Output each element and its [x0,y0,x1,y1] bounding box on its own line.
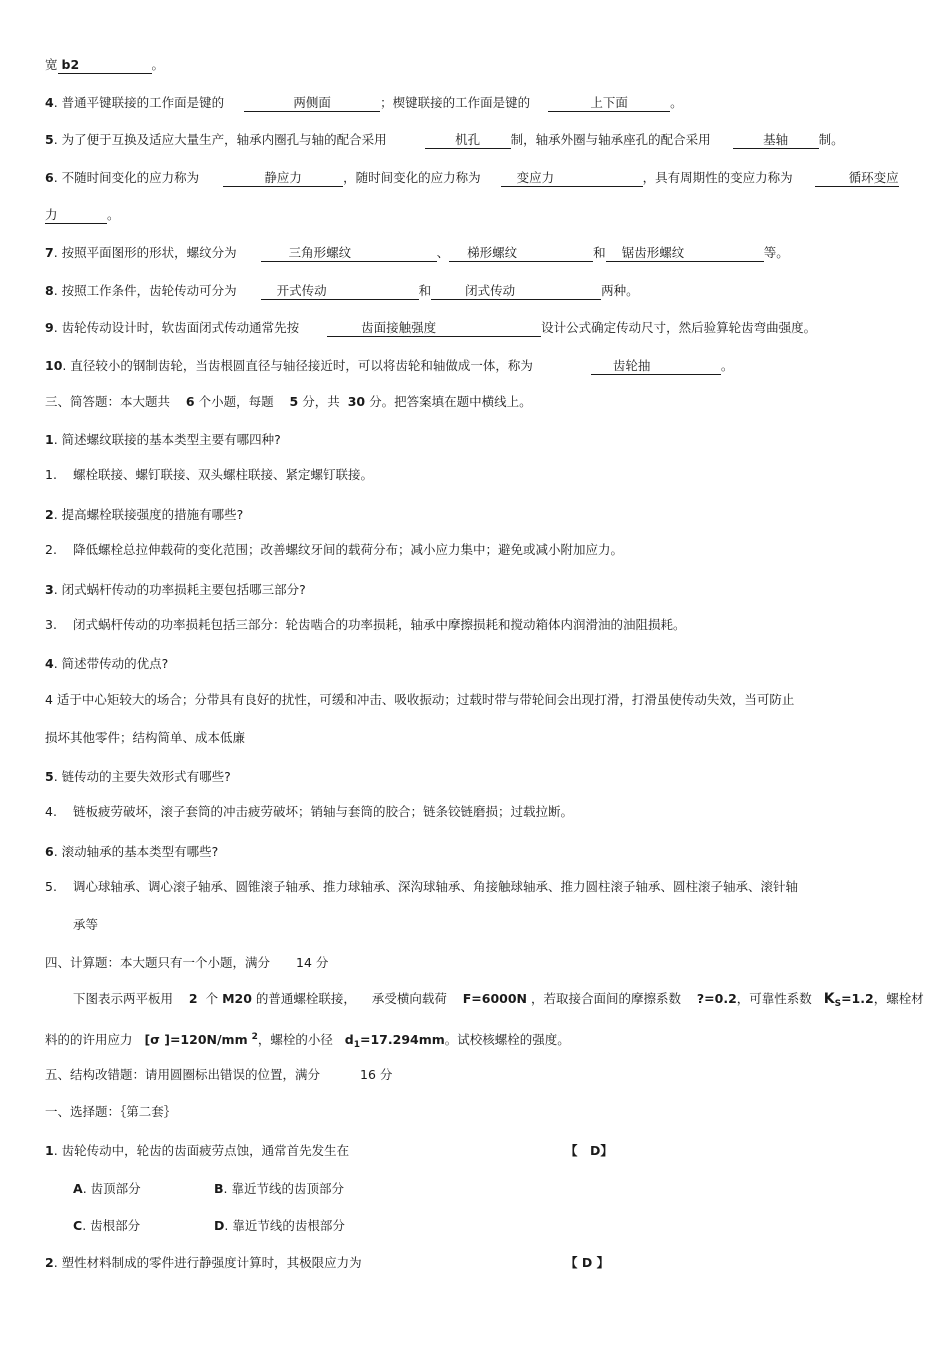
s3-q1 [45,432,281,448]
s3-q5 [45,769,231,785]
q7-blank3: 锯齿形螺纹 [606,246,764,262]
s3-a5-number: 4. [45,804,57,819]
part2-title: 一、选择题：｛第二套｝ [45,1104,177,1119]
opt-b-key: B [214,1181,224,1196]
p2-q1-opt-b [214,1181,344,1197]
s4-d-subscript: 1 [353,1040,360,1050]
p2-q2-text: . 塑性材料制成的零件进行静强度计算时，其极限应力为 [53,1255,362,1270]
section3-count: 6 [185,394,195,409]
q8-text1: . 按照工作条件，齿轮传动可分为 [53,283,237,298]
s3-q2 [45,507,243,523]
s3-a6-line2: 承等 [73,917,99,932]
q3-line [45,57,164,74]
q5-text2: 制，轴承外圈与轴承座孔的配合采用 [510,132,711,147]
s4-text-g: ，螺栓材 [873,991,924,1006]
q6-blank2: 变应力 [501,171,643,187]
s4-text-c: 的普通螺栓联接， [255,991,356,1006]
s3-a6-line1 [45,879,798,895]
q5-text1: . 为了便于互换及适应大量生产，轴承内圈孔与轴的配合采用 [53,132,387,147]
s4-bolt-size: M20 [222,991,252,1006]
q3-blank: b2 [58,58,152,74]
q10-blank1: 齿轮抽 [591,359,721,375]
q5-blank2: 基轴 [733,133,819,149]
q10-end: 。 [720,358,734,373]
p2-q1-number: 1 [45,1143,54,1158]
s3-a2 [45,542,623,558]
s3-q5-text: . 链传动的主要失效形式有哪些? [53,769,231,784]
q8-text2: 和 [418,283,432,298]
q4-number: 4 [45,95,54,110]
q6-text1: . 不随时间变化的应力称为 [53,170,200,185]
s4-text-d: 承受横向载荷 [371,991,447,1006]
s4-friction: ?=0.2 [696,991,737,1006]
s3-a1 [45,467,373,483]
s3-q3-number: 3 [45,582,54,597]
section3-points-each: 5 [289,394,299,409]
s4-text-h: 料的的许用应力 [45,1032,133,1047]
section4-para2 [45,1029,570,1053]
s3-q2-text: . 提高螺栓联接强度的措施有哪些? [53,507,244,522]
q7-text3: 和 [593,245,606,260]
s3-a5 [45,804,573,820]
section3-title-c: 分，共 [302,394,340,409]
opt-b-text: . 靠近节线的齿顶部分 [223,1181,344,1196]
s4-text-b: 个 [205,991,219,1006]
opt-d-key: D [214,1218,225,1233]
p2-q2 [45,1255,362,1271]
q5-line [45,132,844,149]
s3-q6 [45,844,218,860]
q6-blank1: 静应力 [223,171,343,187]
q6-text2: ，随时间变化的应力称为 [343,170,481,185]
q3-end: 。 [151,57,165,72]
q6-blank3: 循环变应 [815,171,899,187]
section3-points-total: 30 [347,394,366,409]
q9-text1: . 齿轮传动设计时，软齿面闭式传动通常先按 [53,320,300,335]
q4-text1: . 普通平键联接的工作面是键的 [53,95,225,110]
section4-para1 [73,991,924,1012]
q6-text3: ，具有周期性的变应力称为 [642,170,793,185]
opt-c-key: C [73,1218,83,1233]
s4-d-value: =17.294mm [360,1032,445,1047]
s3-a6-text: 调心球轴承、调心滚子轴承、圆锥滚子轴承、推力球轴承、深沟球轴承、角接触球轴承、推力圆柱滚子轴承、圆柱滚子轴承、滚针轴 [73,879,799,894]
s4-text-i: ，螺栓的小径 [257,1032,333,1047]
q8-line [45,283,639,300]
q8-blank2: 闭式传动 [431,284,601,300]
q8-blank1: 开式传动 [261,284,419,300]
opt-d-text: . 靠近节线的齿根部分 [224,1218,345,1233]
s3-q6-text: . 滚动轴承的基本类型有哪些? [53,844,219,859]
s3-q3 [45,582,306,598]
opt-a-key: A [73,1181,83,1196]
s4-text-j: 。试校核螺栓的强度。 [444,1032,570,1047]
s4-k-value: =1.2 [841,991,874,1006]
s3-a6-number: 5. [45,879,57,894]
q8-number: 8 [45,283,54,298]
q7-blank2: 梯形螺纹 [449,246,593,262]
s4-d-symbol: d [344,1032,354,1047]
q4-line [45,95,683,112]
s3-a1-text: 螺栓联接、螺钉联接、双头螺柱联接、紧定螺钉联接。 [73,467,374,482]
section3-title-a: 三、简答题：本大题共 [45,394,171,409]
section5-score: 16 分 [360,1067,393,1082]
s3-a4-line1: 4 适于中心矩较大的场合；分带具有良好的扰性，可缓和冲击、吸收振动；过载时带与带轮间会出现打滑，打滑虽使传动失效，当可防止 [45,692,795,707]
q10-line [45,358,733,375]
s4-allowable-stress: [σ ]=120N/mm [144,1032,248,1047]
q7-text2: 、 [436,245,450,260]
s4-unit-power: 2 [251,1032,258,1042]
s3-q4 [45,656,168,672]
q10-text1: . 直径较小的钢制齿轮，当齿根圆直径与轴径接近时，可以将齿轮和轴做成一体，称为 [62,358,533,373]
q9-end: 设计公式确定传动尺寸，然后验算轮齿弯曲强度。 [541,320,817,335]
section5-title-text: 五、结构改错题：请用圆圈标出错误的位置，满分 [45,1067,321,1082]
q7-end: 等。 [763,245,789,260]
s3-q4-number: 4 [45,656,54,671]
p2-q1-answer: 【 D】 [565,1143,613,1158]
s3-a3-number: 3. [45,617,57,632]
q6-blank3-cont: 力 [45,208,107,224]
s4-k-symbol: K [823,991,835,1007]
section4-title [45,955,328,971]
section5-title [45,1067,392,1083]
q9-line [45,320,816,337]
s3-a4-line2: 损坏其他零件；结构简单、成本低廉 [45,730,246,745]
q8-end: 两种。 [601,283,639,298]
p2-q1 [45,1143,349,1159]
s3-q2-number: 2 [45,507,54,522]
q4-blank2: 上下面 [548,96,670,112]
p2-q2-number: 2 [45,1255,54,1270]
p2-q1-opt-a [73,1181,141,1197]
s4-text-a: 下图表示两平板用 [73,991,174,1006]
q7-text1: . 按照平面图形的形状，螺纹分为 [53,245,237,260]
s3-a5-text: 链板疲劳破坏，滚子套筒的冲击疲劳破坏；销轴与套筒的胶合；链条铰链磨损；过载拉断。 [73,804,574,819]
s3-a2-text: 降低螺栓总拉伸载荷的变化范围；改善螺纹牙间的载荷分布；减小应力集中；避免或减小附加应力。 [73,542,624,557]
p2-q1-opt-d [214,1218,345,1234]
p2-q2-answer: 【 D 】 [565,1255,610,1270]
p2-q1-opt-c [73,1218,140,1234]
s3-a3 [45,617,686,633]
q9-number: 9 [45,320,54,335]
q7-line [45,245,789,262]
q9-blank1: 齿面接触强度 [327,321,541,337]
q5-end: 制。 [818,132,844,147]
s3-q5-number: 5 [45,769,54,784]
s3-q1-text: . 简述螺纹联接的基本类型主要有哪四种? [53,432,281,447]
q5-number: 5 [45,132,54,147]
opt-c-text: . 齿根部分 [82,1218,141,1233]
s4-bolt-count: 2 [188,991,198,1006]
s3-q1-number: 1 [45,432,54,447]
q5-blank1: 机孔 [425,133,511,149]
s3-q3-text: . 闭式蜗杆传动的功率损耗主要包括哪三部分? [53,582,306,597]
s4-text-e: ，若取接合面间的摩擦系数 [531,991,682,1006]
s3-a2-number: 2. [45,542,57,557]
s4-text-f: ，可靠性系数 [736,991,812,1006]
section4-score: 14 分 [296,955,329,970]
s3-q6-number: 6 [45,844,54,859]
s4-load: F=6000N [462,991,528,1006]
q6-number: 6 [45,170,54,185]
section3-title [45,394,532,410]
s3-a3-text: 闭式蜗杆传动的功率损耗包括三部分：轮齿啮合的功率损耗，轴承中摩擦损耗和搅动箱体内润滑油的油阻损耗。 [73,617,686,632]
q4-blank1: 两侧面 [244,96,380,112]
s3-a1-number: 1. [45,467,57,482]
q6-line2 [45,207,120,224]
section3-title-b: 个小题，每题 [198,394,274,409]
q3-text: 宽 [45,57,58,72]
s4-k-subscript: S [834,999,842,1009]
s3-q4-text: . 简述带传动的优点? [53,656,169,671]
section4-title-text: 四、计算题：本大题只有一个小题，满分 [45,955,271,970]
q6-line [45,170,899,187]
q10-number: 10 [45,358,63,373]
q7-blank1: 三角形螺纹 [261,246,437,262]
q4-end: 。 [670,95,683,110]
q4-text2: ；楔键联接的工作面是键的 [380,95,531,110]
section3-title-d: 分。把答案填在题中横线上。 [369,394,532,409]
p2-q1-text: . 齿轮传动中，轮齿的齿面疲劳点蚀，通常首先发生在 [53,1143,350,1158]
opt-a-text: . 齿顶部分 [82,1181,141,1196]
q7-number: 7 [45,245,54,260]
q6-end: 。 [107,207,120,222]
